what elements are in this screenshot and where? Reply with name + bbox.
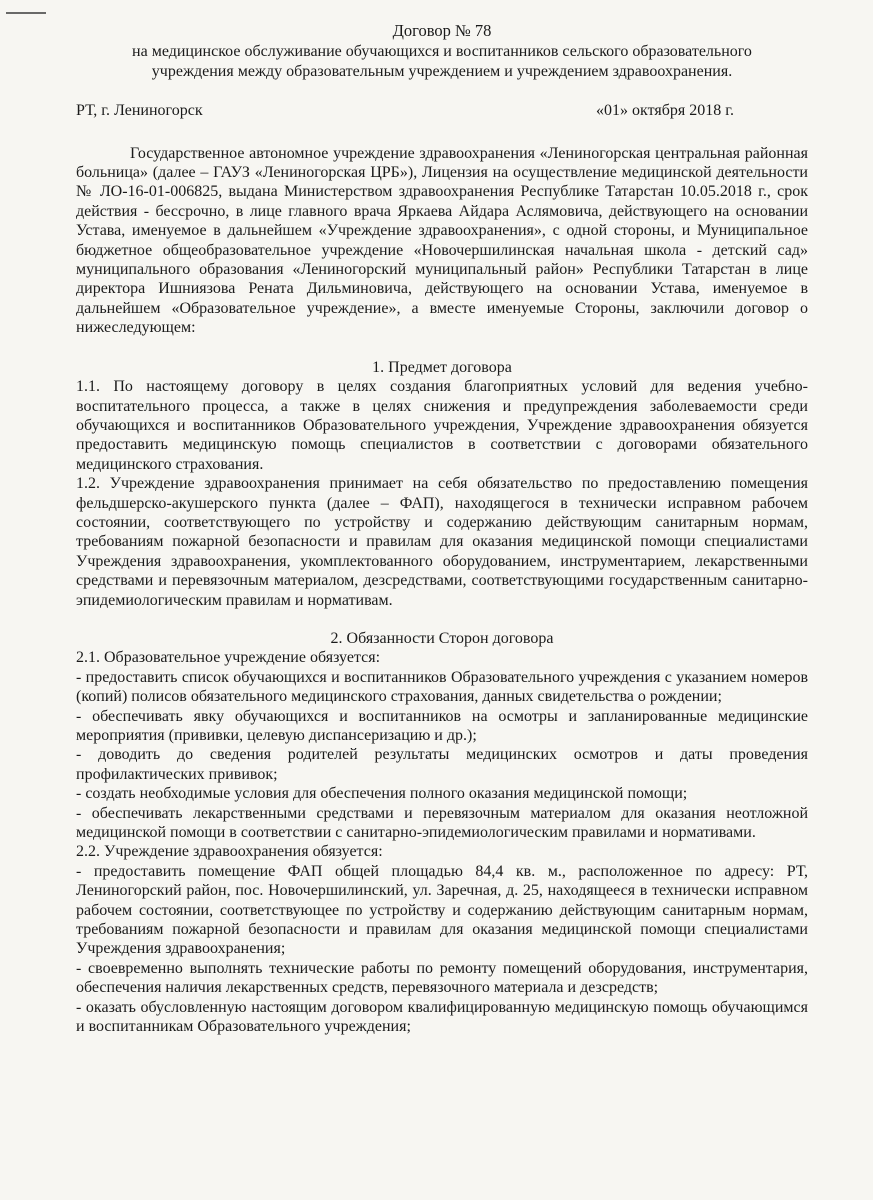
clause-2-1-item: - обеспечивать явку обучающихся и воспитанников на осмотры и запланированные медицинские мероприятия (прививки, целевую диспансеризацию и др.); [76,707,808,744]
scan-mark [6,12,46,14]
intro-paragraph: Государственное автономное учреждение здравоохранения «Лениногорская центральная районная больница» (далее – ГАУЗ «Лениногорская ЦРБ»), Лицензия на осуществление медицинской деятельности № ЛО-16-01-006825, выдана Министерством здравоохранения Республике Татарстан 10.05.2018 г., срок действия - бессрочно, в лице главного врача Яркаева Айдара Аслямовича, действующего на основании Устава, именуемое в дальнейшем «Учреждение здравоохранения», с одной стороны, и Муниципальное бюджетное общеобразовательное учреждение «Новочершилинская начальная школа - детский сад» муниципального образования «Лениногорский муниципальный район» Республики Татарстан в лице директора Ишниязова Рената Дильминовича, действующего на основании Устава, именуемое в дальнейшем «Образовательное учреждение», а вместе именуемые Стороны, заключили договор о нижеследующем: [76,144,808,337]
place-date-row [76,101,808,120]
clause-1-1: 1.1. По настоящему договору в целях создания благоприятных условий для ведения учебно-воспитательного процесса, а также в целях снижения и предупреждения заболеваемости среди обучающихся и воспитанников Образовательного учреждения, Учреждение здравоохранения обязуется предоставить медицинскую помощь специалистов в соответствии с договорами обязательного медицинского страхования. [76,378,808,473]
contract-place: РТ, г. Лениногорск [76,102,203,120]
clause-1-2: 1.2. Учреждение здравоохранения принимает на себя обязательство по предоставлению помещения фельдшерско-акушерского пункта (далее – ФАП), находящегося в технически исправном рабочем состоянии, соответствующего по устройству и содержанию действующим санитарным нормам, требованиям пожарной безопасности и правилам для оказания медицинской помощи специалистами Учреждения здравоохранения, укомплектованного оборудованием, инструментарием, лекарственными средствами и перевязочным материалом, дезсредствами, соответствующими государственным санитарно-эпидемиологическим правилам и нормативам. [76,475,808,609]
clause-2-2-item: - оказать обусловленную настоящим договором квалифицированную медицинскую помощь обучающимся и воспитанникам Образовательного учреждения; [76,998,808,1036]
section-2-title: 2. Обязанности Сторон договора [330,629,554,647]
clause-2-2-heading: 2.2. Учреждение здравоохранения обязуется: [76,843,383,861]
contract-subtitle: на медицинское обслуживание обучающихся и воспитанников сельского образовательного учреждения между образовательным учреждением и учреждением здравоохранения. [132,43,752,80]
clause-2-1-item: - доводить до сведения родителей результаты медицинских осмотров и даты проведения профилактических прививок; [76,746,808,783]
clause-2-2-item: - предоставить помещение ФАП общей площадью 84,4 кв. м., расположенное по адресу: РТ, Лениногорский район, пос. Новочершилинский, ул. Заречная, д. 25, находящееся в технически исправном рабочем состоянии, соответствующее по устройству и содержанию действующим санитарным нормам, требованиям пожарной безопасности и правилам для оказания медицинской помощи специалистами Учреждения здравоохранения; [76,862,808,958]
clause-2-1-item: - предоставить список обучающихся и воспитанников Образовательного учреждения с указанием номеров (копий) полисов обязательного медицинского страхования, данных свидетельства о рождении; [76,668,808,706]
section-1-title: 1. Предмет договора [372,358,512,376]
clause-2-1-item: - создать необходимые условия для обеспечения полного оказания медицинской помощи; [76,785,688,803]
contract-date: «01» октября 2018 г. [596,102,734,120]
clause-2-1-heading: 2.1. Образовательное учреждение обязуется: [76,649,381,667]
clause-2-1-item: - обеспечивать лекарственными средствами и перевязочным материалом для оказания неотложной медицинской помощи в соответствии с санитарно-эпидемиологическим правилами и нормативами. [76,804,808,842]
contract-title: Договор № 78 [392,21,492,40]
clause-2-2-item: - своевременно выполнять технические работы по ремонту помещений оборудования, инструментария, обеспечения наличия лекарственных средств, перевязочного материала и дезсредств; [76,959,808,997]
document-body [76,21,808,1037]
